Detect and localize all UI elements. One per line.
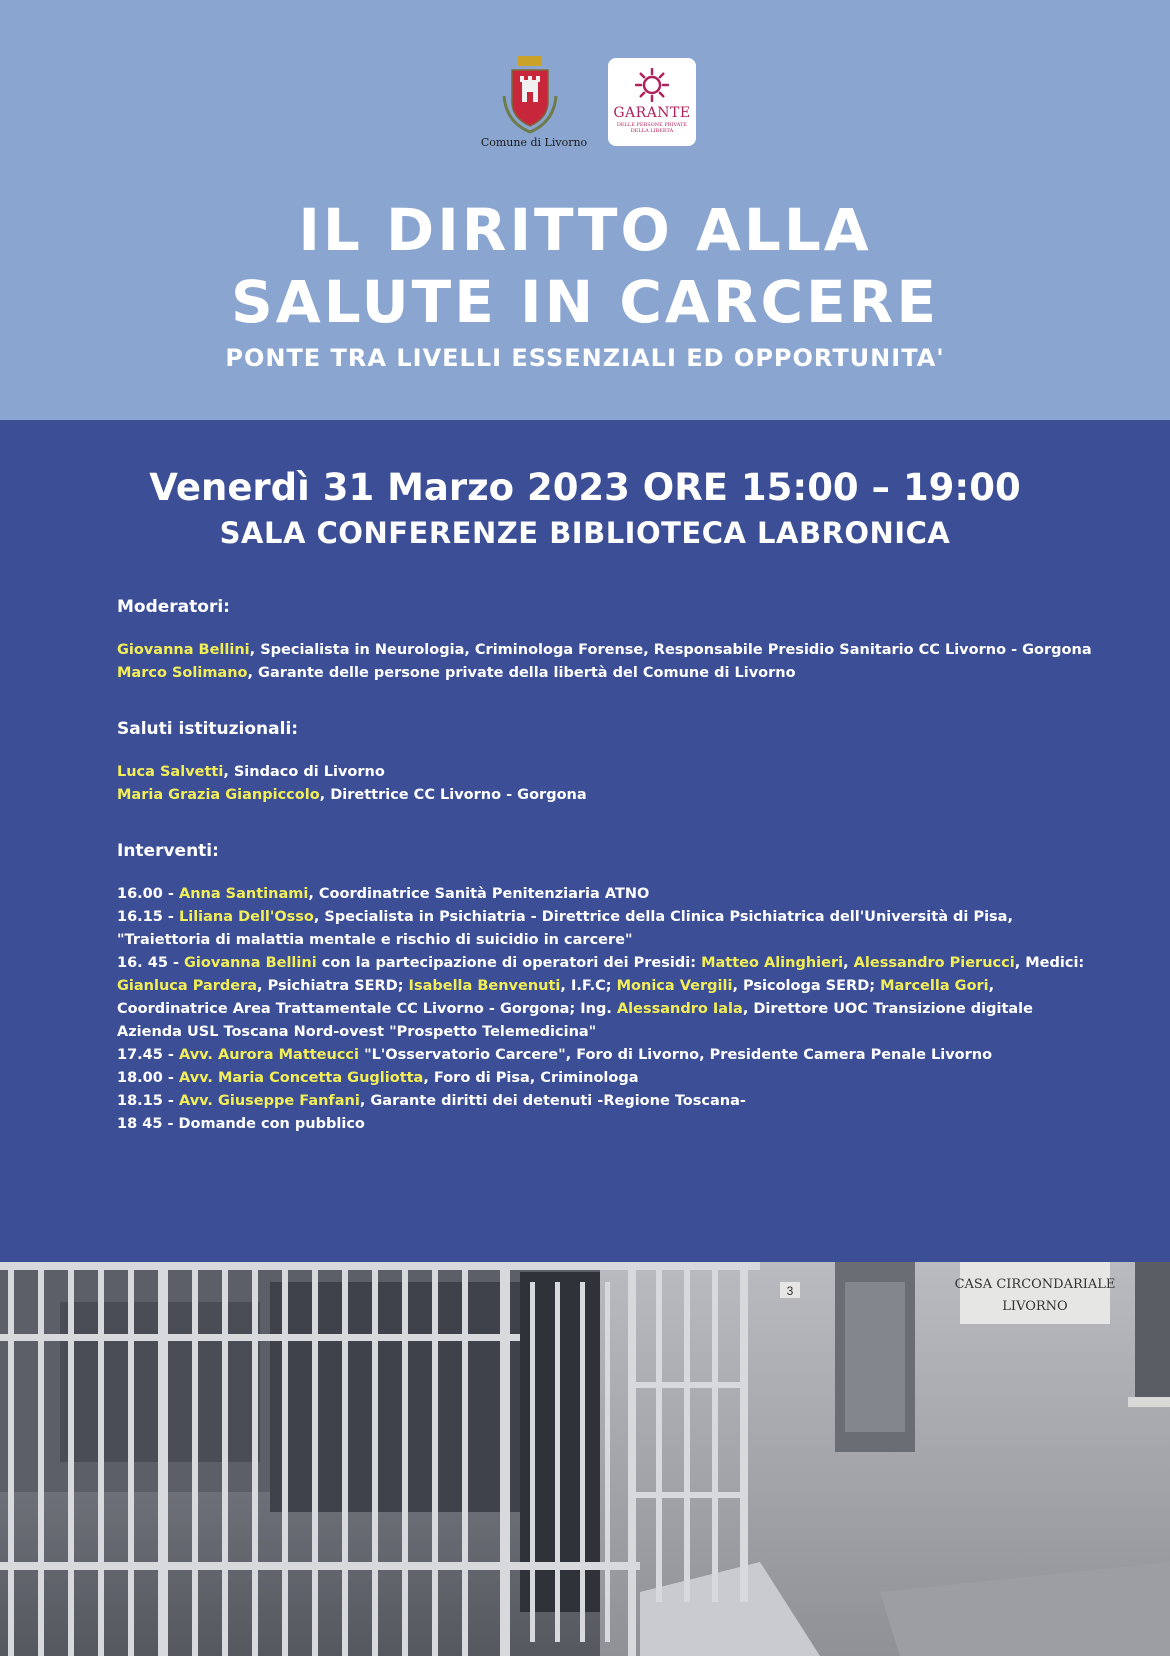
- logo-row: [470, 56, 710, 156]
- agenda-text: , Psichiatra SERD;: [257, 978, 409, 994]
- title-line-2: SALUTE IN CARCERE: [231, 268, 939, 336]
- agenda-item: [117, 1044, 1097, 1067]
- speaker-name: Marco Solimano: [117, 665, 248, 681]
- agenda-item: [117, 1113, 1097, 1136]
- agenda-item: [117, 1067, 1097, 1090]
- prison-gate-illustration: [0, 1262, 1170, 1656]
- garante-subline: DELLE PERSONE PRIVATE DELLA LIBERTÀ: [616, 122, 688, 134]
- agenda-time: 18.15 -: [117, 1093, 179, 1109]
- speaker-name: Maria Grazia Gianpiccolo: [117, 787, 320, 803]
- moderatori-section: [117, 596, 1097, 685]
- agenda-time: 17.45 -: [117, 1047, 179, 1063]
- sun-emblem-icon: [635, 68, 669, 102]
- agenda-item: [117, 883, 1097, 906]
- agenda-text: , I.F.C;: [560, 978, 617, 994]
- speaker-name: Avv. Giuseppe Fanfani: [178, 1093, 360, 1109]
- agenda-text: con la partecipazione di operatori dei Presidi:: [316, 955, 702, 971]
- speaker-role: , Coordinatrice Sanità Penitenziaria ATNO: [308, 886, 650, 902]
- agenda-item: [117, 1090, 1097, 1113]
- section-heading: Interventi:: [117, 841, 219, 861]
- list-item: [117, 784, 1097, 807]
- prison-sign-line-1: CASA CIRCONDARIALE: [954, 1277, 1116, 1292]
- agenda-time: 16. 45 -: [117, 955, 185, 971]
- event-date: Venerdì 31 Marzo 2023 ORE 15:00 – 19:00: [149, 466, 1021, 509]
- saluti-section: [117, 718, 1097, 807]
- event-venue: SALA CONFERENZE BIBLIOTECA LABRONICA: [219, 516, 951, 550]
- program: [117, 596, 1097, 1169]
- list-item: [117, 662, 1097, 685]
- list-item: [117, 639, 1097, 662]
- speaker-role: , Garante diritti dei detenuti -Regione Toscana-: [359, 1093, 746, 1109]
- speaker-role: , Garante delle persone private della libertà del Comune di Livorno: [247, 665, 796, 681]
- prison-entrance-photo: [0, 1262, 1170, 1656]
- speaker-name: Anna Santinami: [178, 886, 309, 902]
- garante-logo: [608, 58, 696, 146]
- agenda-time: 18.00 -: [117, 1070, 179, 1086]
- speaker-role: , Specialista in Psichiatria - Direttrice della Clinica Psichiatrica dell'Università di Pisa, "Traiettoria di malattia mentale e rischio di suicidio in carcere": [117, 909, 1013, 948]
- prison-sign-line-2: LIVORNO: [1002, 1299, 1068, 1314]
- agenda-text: , Coordinatrice Area Trattamentale CC Livorno - Gorgona; Ing.: [117, 978, 995, 1017]
- speaker-role: "L'Osservatorio Carcere", Foro di Livorno, Presidente Camera Penale Livorno: [359, 1047, 993, 1063]
- comune-di-livorno-logo: [470, 56, 590, 156]
- page-title: [0, 194, 1170, 338]
- speaker-name: Avv. Aurora Matteucci: [178, 1047, 360, 1063]
- agenda-time: 16.00 -: [117, 886, 179, 902]
- section-heading: Moderatori:: [117, 597, 230, 617]
- speaker-name: Alessandro Iala: [616, 1001, 743, 1017]
- header-band: [0, 0, 1170, 420]
- speaker-name: Giovanna Bellini: [184, 955, 317, 971]
- agenda-item: [117, 906, 1097, 952]
- coat-of-arms-icon: [500, 56, 560, 134]
- speaker-name: Liliana Dell'Osso: [178, 909, 314, 925]
- speaker-role: , Foro di Pisa, Criminologa: [423, 1070, 639, 1086]
- agenda-text: , Medici:: [1014, 955, 1085, 971]
- agenda-item: [117, 952, 1097, 1044]
- speaker-name: Marcella Gori: [880, 978, 989, 994]
- interventi-section: [117, 840, 1097, 1136]
- garante-wordmark: GARANTE: [613, 105, 691, 121]
- comune-name: Comune di Livorno: [480, 136, 588, 149]
- agenda-time: 18 45 - Domande con pubblico: [117, 1116, 365, 1132]
- agenda-time: 16.15 -: [117, 909, 179, 925]
- speaker-name: Isabella Benvenuti: [408, 978, 561, 994]
- speaker-name: Monica Vergili: [616, 978, 733, 994]
- speaker-name: Luca Salvetti: [117, 764, 224, 780]
- door-number: 3: [786, 1284, 794, 1298]
- speaker-name: Avv. Maria Concetta Gugliotta: [178, 1070, 424, 1086]
- speaker-name: Gianluca Pardera: [117, 978, 258, 994]
- speaker-name: Giovanna Bellini: [117, 642, 250, 658]
- speaker-name: Alessandro Pierucci: [853, 955, 1015, 971]
- list-item: [117, 761, 1097, 784]
- section-heading: Saluti istituzionali:: [117, 719, 299, 739]
- agenda-text: , Direttore UOC Transizione digitale Azienda USL Toscana Nord-ovest "Prospetto Telemedicina": [117, 1001, 1033, 1040]
- agenda-text: , Psicologa SERD;: [732, 978, 881, 994]
- title-line-1: IL DIRITTO ALLA: [298, 196, 872, 264]
- speaker-role: , Direttrice CC Livorno - Gorgona: [319, 787, 587, 803]
- page-subtitle: PONTE TRA LIVELLI ESSENZIALI ED OPPORTUNITA': [225, 344, 945, 372]
- speaker-name: Matteo Alinghieri: [701, 955, 844, 971]
- speaker-role: , Sindaco di Livorno: [223, 764, 385, 780]
- agenda-text: ,: [843, 955, 854, 971]
- speaker-role: , Specialista in Neurologia, Criminologa Forense, Responsabile Presidio Sanitario CC Livorno - Gorgona: [249, 642, 1092, 658]
